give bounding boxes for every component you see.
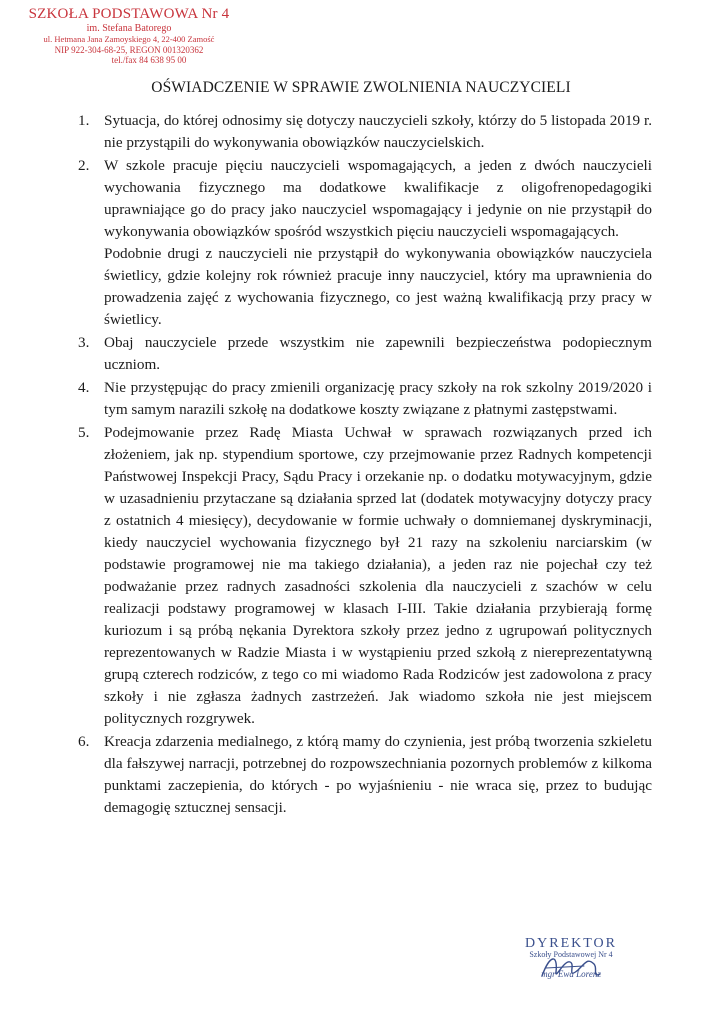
point-number: 5.: [78, 424, 90, 441]
school-stamp: [14, 6, 244, 65]
point-paragraph: Podobnie drugi z nauczycieli nie przystąpił do wykonywania obowiązków nauczyciela świetlicy, gdzie kolejny rok również pracuje inny nauczyciel, który ma uprawnienia do prowadzenia zajęć z wychowania fizycznego, co jest ważną kwalifikacją przy pracy w świetlicy.: [104, 245, 652, 328]
signature-name: mgr Ewa Lorenz: [541, 969, 601, 979]
stamp-phone: tel./fax 84 638 95 00: [111, 54, 187, 65]
point-paragraph: Nie przystępując do pracy zmienili organizację pracy szkoły na rok szkolny 2019/2020 i tym samym narazili szkołę na dodatkowe koszty związane z płatnymi zastępstwami.: [104, 379, 652, 418]
point-paragraph: Obaj nauczyciele przede wszystkim nie zapewnili bezpieczeństwa podopiecznym uczniom.: [104, 334, 652, 373]
point-number: 1.: [78, 112, 90, 129]
point-paragraph: Kreacja zdarzenia medialnego, z którą mamy do czynienia, jest próbą tworzenia szkieletu dla fałszywej narracji, potrzebnej do rozpowszechniania pozornych problemów z kilkoma punktami zaczepienia, do których - po wyjaśnieniu - nie wraca się, przez to budując demagogię sztucznej sensacji.: [104, 733, 652, 816]
statement-point: [78, 332, 652, 376]
statement-point: [78, 731, 652, 819]
point-number: 6.: [78, 733, 90, 750]
statement-point: [78, 155, 652, 331]
signature-role: DYREKTOR: [525, 936, 617, 951]
point-paragraph: Sytuacja, do której odnosimy się dotyczy nauczycieli szkoły, którzy do 5 listopada 2019 r. nie przystąpili do wykonywania obowiązków nauczycielskich.: [104, 112, 652, 151]
stamp-ids: NIP 922-304-68-25, REGON 001320362: [54, 44, 204, 55]
point-number: 3.: [78, 334, 90, 351]
statement-point: [78, 377, 652, 421]
statement-point: [78, 422, 652, 730]
point-number: 4.: [78, 379, 90, 396]
stamp-address: ul. Hetmana Jana Zamoyskiego 4, 22-400 Zamość: [43, 33, 215, 44]
statement-points-list: [78, 110, 652, 820]
point-number: 2.: [78, 157, 90, 174]
stamp-patron: im. Stefana Batorego: [86, 23, 172, 35]
point-paragraph: Podejmowanie przez Radę Miasta Uchwał w sprawach rozwiązanych przed ich złożeniem, jak np. stypendium sportowe, czy przejmowanie przez Radnych kompetencji Państwowej Inspekcji Pracy, Sądu Pracy i orzekanie np. o dodatku motywacyjnym, gdzie w uzasadnieniu przytaczane są działania sprzed lat (dodatek motywacyjny dotyczy pracy z ostatnich 4 miesięcy), decydowanie w formie uchwały o domniemanej dyskryminacji, kiedy nauczyciel wychowania fizycznego był 21 razy na szkoleniu narciarskim (w podstawie programowej nie ma takiego działania), a jeden raz nie pojechał czy też podważanie przez radnych zasadności szkolenia dla nauczycieli z szachów w celu realizacji podstawy programowej w klasach I-III. Takie działania przybierają formę kuriozum i są próbą nękania Dyrektora szkoły przez jedno z ugrupowań politycznych reprezentowanych w Radzie Miasta i w wystąpieniu przed szkołą z niereprezentatywną grupą czterech rodziców, z tego co mi wiadomo Rada Rodziców jest zadowolona z pracy szkoły i nie zgłasza żadnych zastrzeżeń. Jak wiadomo szkoła nie jest miejscem politycznych rozgrywek.: [104, 424, 652, 727]
signature-school: Szkoły Podstawowej Nr 4: [529, 950, 613, 959]
stamp-school-name: SZKOŁA PODSTAWOWA Nr 4: [28, 6, 230, 22]
statement-point: [78, 110, 652, 154]
point-paragraph: W szkole pracuje pięciu nauczycieli wspomagających, a jeden z dwóch nauczycieli wychowania fizycznego ma dodatkowe kwalifikacje z oligofrenopedagogiki uprawniające go do pracy jako nauczyciel wspomagający i jedynie on nie przystąpił do wykonywania obowiązków spośród wszystkich pięciu nauczycieli wspomagających.: [104, 157, 652, 240]
signature-stamp: [506, 936, 636, 979]
handwritten-signature-icon: [536, 950, 606, 984]
document-title: OŚWIADCZENIE W SPRAWIE ZWOLNIENIA NAUCZYCIELI: [151, 79, 571, 96]
